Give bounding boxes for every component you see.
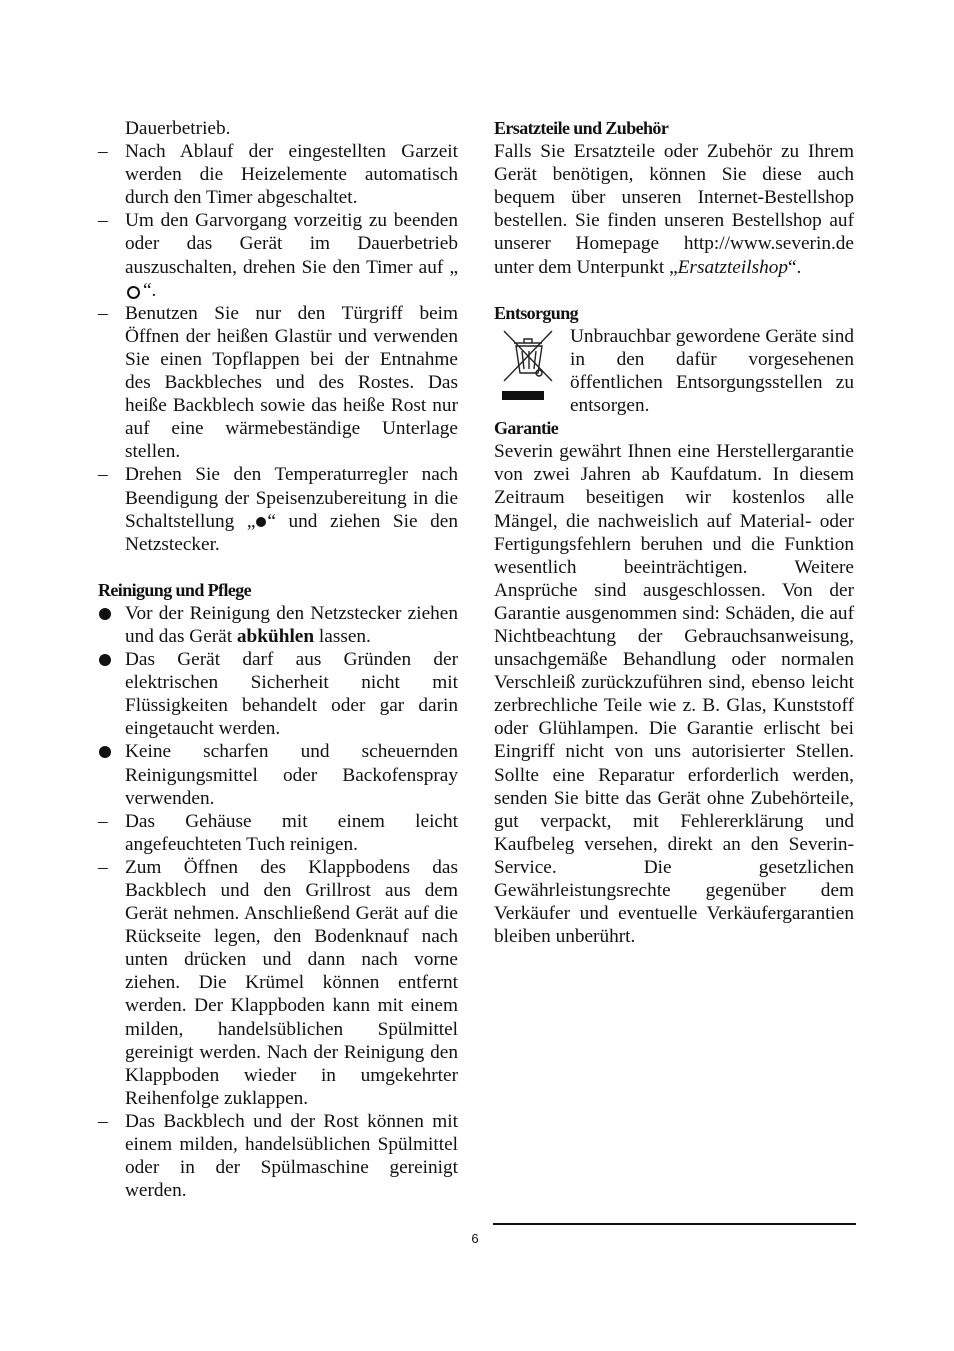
disposal-block — [494, 325, 854, 417]
section-heading-warranty: Garantie — [494, 418, 559, 439]
list-item: Vor der Reinigung den Netzstecker ziehen und das Gerät abkühlen lassen. — [125, 602, 458, 647]
list-item: Keine scharfen und scheuernden Reinigungsmittel oder Backofenspray verwenden. — [125, 741, 458, 809]
list-item: Das Gerät darf aus Gründen der elektrischen Sicherheit nicht mit Flüssigkeiten behandelt oder gar darin eingetaucht werden. — [125, 649, 458, 740]
list-item: – Drehen Sie den Temperaturregler nach Beendigung der Speisenzubereitung in die Schaltstellung „ “ und ziehen Sie den Netzstecker. — [98, 463, 458, 555]
right-column — [494, 117, 854, 948]
page-number: 6 — [471, 1231, 479, 1246]
continuation-text: Dauerbetrieb. — [125, 118, 231, 139]
off-dot-icon — [256, 517, 266, 527]
list-item: – Nach Ablauf der eingestellten Garzeit werden die Heizelemente automatisch durch den Timer abgeschaltet. — [98, 140, 458, 209]
list-item: – Benutzen Sie nur den Türgriff beim Öffnen der heißen Glastür und verwenden Sie einen Topflappen bei der Entnahme des Backbleches und des Rostes. Das heiße Backblech sowie das heiße Rost nur auf eine wärmebeständige Unterlage stellen. — [98, 302, 458, 464]
dash-marker — [98, 140, 125, 163]
footer-rule — [493, 1223, 856, 1225]
list-item: – Zum Öffnen des Klappbodens das Backblech und den Grillrost aus dem Gerät nehmen. Anschließend Gerät auf die Rückseite legen, den Bodenknauf nach unten drücken und dann nach vorne ziehen. Die Krümel können entfernt werden. Der Klappboden kann mit einem milden, handelsüblichen Spülmittel gereinigt werden. Nach der Reinigung den Klappboden wieder in umgekehrter Reihenfolge zuklappen. — [98, 856, 458, 1110]
disposal-paragraph: Unbrauchbar gewordene Geräte sind in den dafür vorgesehenen öffentlichen Entsorgungsstellen zu entsorgen. — [570, 325, 854, 417]
parts-paragraph: Falls Sie Ersatzteile oder Zubehör zu Ihrem Gerät benötigen, können Sie diese auch bequem über unseren Internet-Bestellshop bestellen. Sie finden unseren Bestellshop auf unserer Homepage http://www.severin.de unter dem Unterpunkt „Ersatzteilshop“. — [494, 141, 854, 278]
dash-marker — [98, 810, 125, 833]
section-heading-disposal: Entsorgung — [494, 302, 579, 323]
dash-marker — [98, 463, 125, 486]
list-item: – Das Backblech und der Rost können mit einem milden, handelsüblichen Spülmittel oder in der Spülmaschine gereinigt werden. — [98, 1110, 458, 1202]
dash-marker — [98, 856, 125, 879]
crossed-out-wheelie-bin-icon — [502, 327, 554, 405]
list-item: – Das Gehäuse mit einem leicht angefeuchteten Tuch reinigen. — [98, 810, 458, 856]
dash-marker — [98, 1110, 125, 1133]
section-heading-cleaning: Reinigung und Pflege — [98, 579, 252, 600]
dash-marker — [98, 209, 125, 232]
left-column — [98, 117, 458, 1202]
warranty-paragraph: Severin gewährt Ihnen eine Herstellergarantie von zwei Jahren ab Kaufdatum. In diesem Zeitraum beseitigen wir kostenlos alle Mängel, die nachweislich auf Material- oder Fertigungsfehlern beruhen und die Funktion wesentlich beeinträchtigen. Weitere Ansprüche sind ausgeschlossen. Von der Garantie ausgenommen sind: Schäden, die auf Nichtbeachtung der Gebrauchsanweisung, unsachgemäße Behandlung oder normalen Verschleiß zurückzuführen sind, ebenso leicht zerbrechliche Teile wie z. B. Glas, Kunststoff oder Glühlampen. Die Garantie erlischt bei Eingriff nicht von uns autorisierter Stellen. Sollte eine Reparatur erforderlich werden, senden Sie bitte das Gerät ohne Zubehörteile, gut verpackt, mit Fehlererklärung und Kaufbeleg versehen, direkt an den Severin-Service. Die gesetzlichen Gewährleistungsrechte gegenüber dem Verkäufer und eventuelle Verkäufergarantien bleiben unberührt. — [494, 441, 854, 948]
dash-marker — [98, 302, 125, 325]
list-item: – Um den Garvorgang vorzeitig zu beenden oder das Gerät im Dauerbetrieb auszuschalten, drehen Sie den Timer auf „“. — [98, 209, 458, 301]
section-heading-parts: Ersatzteile und Zubehör — [494, 118, 669, 138]
off-ring-icon — [127, 286, 140, 299]
